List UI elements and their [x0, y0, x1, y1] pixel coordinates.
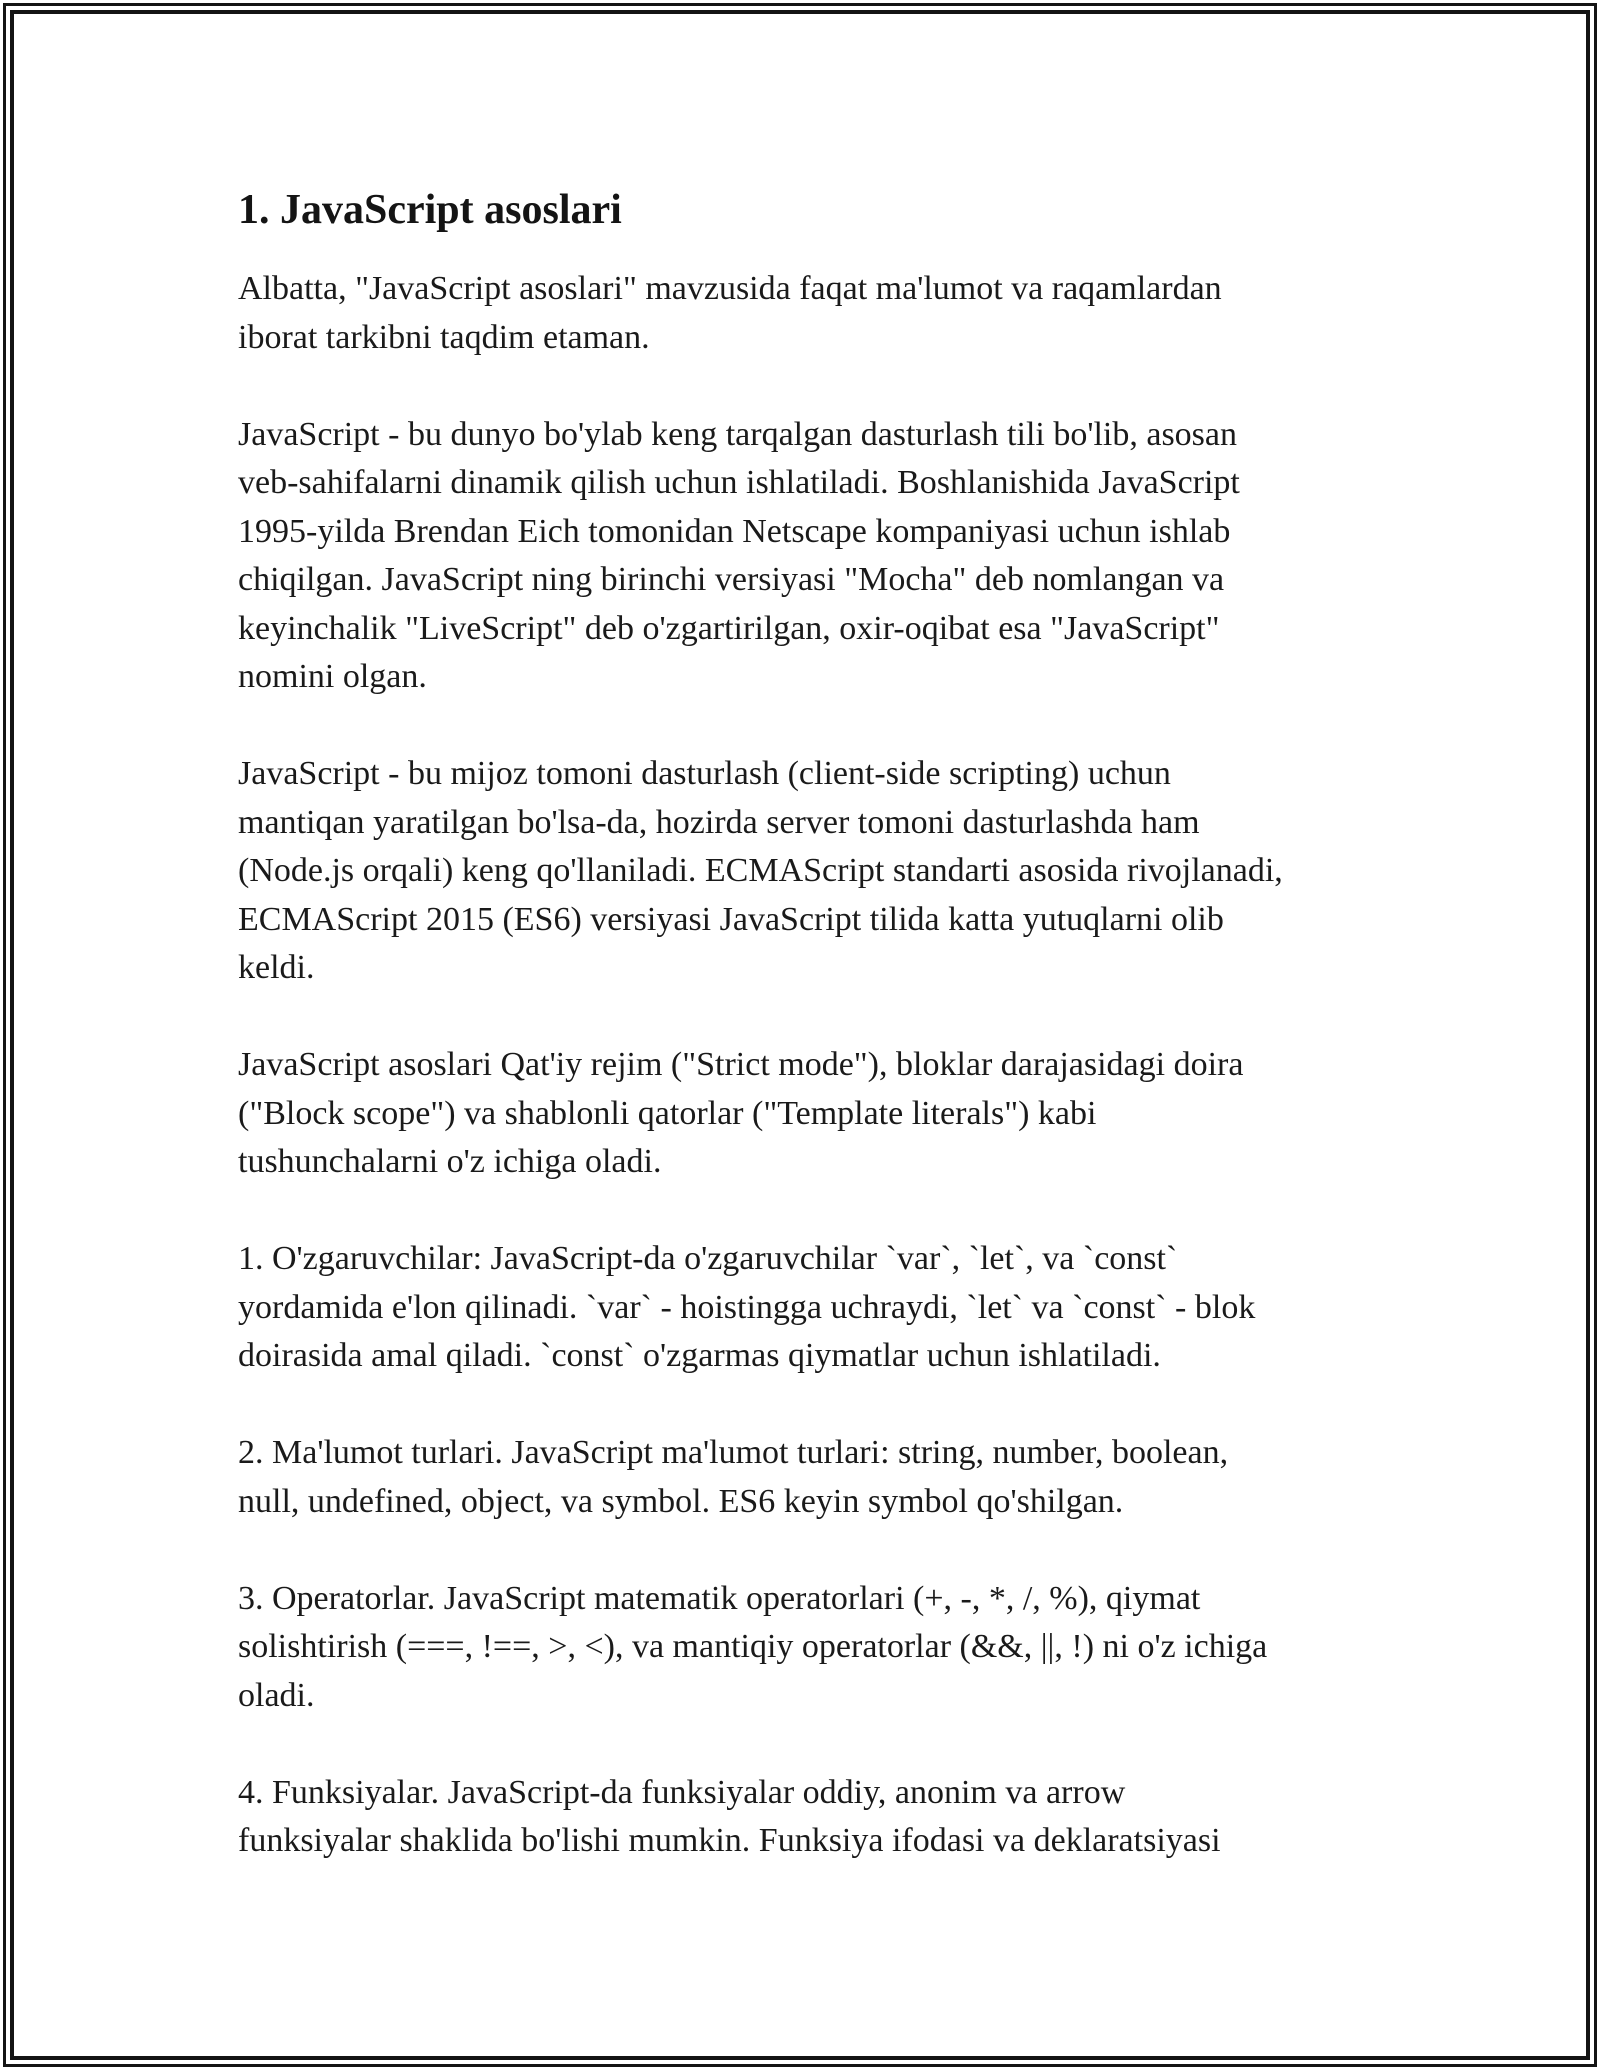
paragraph: 3. Operatorlar. JavaScript matematik operatorlari (+, -, *, /, %), qiymat solishtirish (===, !==, >, <), va mantiqiy operatorlar (&&, ||, !) ni o'z ichiga oladi. [238, 1579, 1268, 1714]
paragraph: JavaScript - bu mijoz tomoni dasturlash (client-side scripting) uchun mantiqan yaratilgan bo'lsa-da, hozirda server tomoni dasturlashda ham (Node.js orqali) keng qo'llaniladi. ECMAScript standarti asosida rivojlanadi, ECMAScript 2015 (ES6) versiyasi JavaScript tilida katta yutuqlarni olib keldi. [238, 755, 1283, 986]
paragraph: 1. O'zgaruvchilar: JavaScript-da o'zgaruvchilar `var`, `let`, va `const` yordamida e'lon qilinadi. `var` - hoistingga uchraydi, `let` va `const` - blok doirasida amal qiladi. `const` o'zgarmas qiymatlar uchun ishlatiladi. [238, 1240, 1256, 1374]
paragraph-list [238, 265, 1508, 1866]
paragraph: 4. Funksiyalar. JavaScript-da funksiyalar oddiy, anonim va arrow funksiyalar shaklida bo'lishi mumkin. Funksiya ifodasi va deklaratsiyasi [238, 1773, 1221, 1859]
document-heading: 1. JavaScript asoslari [238, 187, 622, 233]
paragraph: JavaScript - bu dunyo bo'ylab keng tarqalgan dasturlash tili bo'lib, asosan veb-sahifalarni dinamik qilish uchun ishlatiladi. Boshlanishida JavaScript 1995-yilda Brendan Eich tomonidan Netscape kompaniyasi uchun ishlab chiqilgan. JavaScript ning birinchi versiyasi "Mocha" deb nomlangan va keyinchalik "LiveScript" deb o'zgartirilgan, oxir-oqibat esa "JavaScript" nomini olgan. [238, 415, 1240, 695]
document-content [238, 0, 1508, 1914]
paragraph: Albatta, "JavaScript asoslari" mavzusida faqat ma'lumot va raqamlardan iborat tarkibni taqdim etaman. [238, 270, 1222, 356]
paragraph: 2. Ma'lumot turlari. JavaScript ma'lumot turlari: string, number, boolean, null, undefined, object, va symbol. ES6 keyin symbol qo'shilgan. [238, 1434, 1229, 1520]
paragraph: JavaScript asoslari Qat'iy rejim ("Strict mode"), bloklar darajasidagi doira ("Block scope") va shablonli qatorlar ("Template literals") kabi tushunchalarni o'z ichiga oladi. [238, 1046, 1244, 1180]
